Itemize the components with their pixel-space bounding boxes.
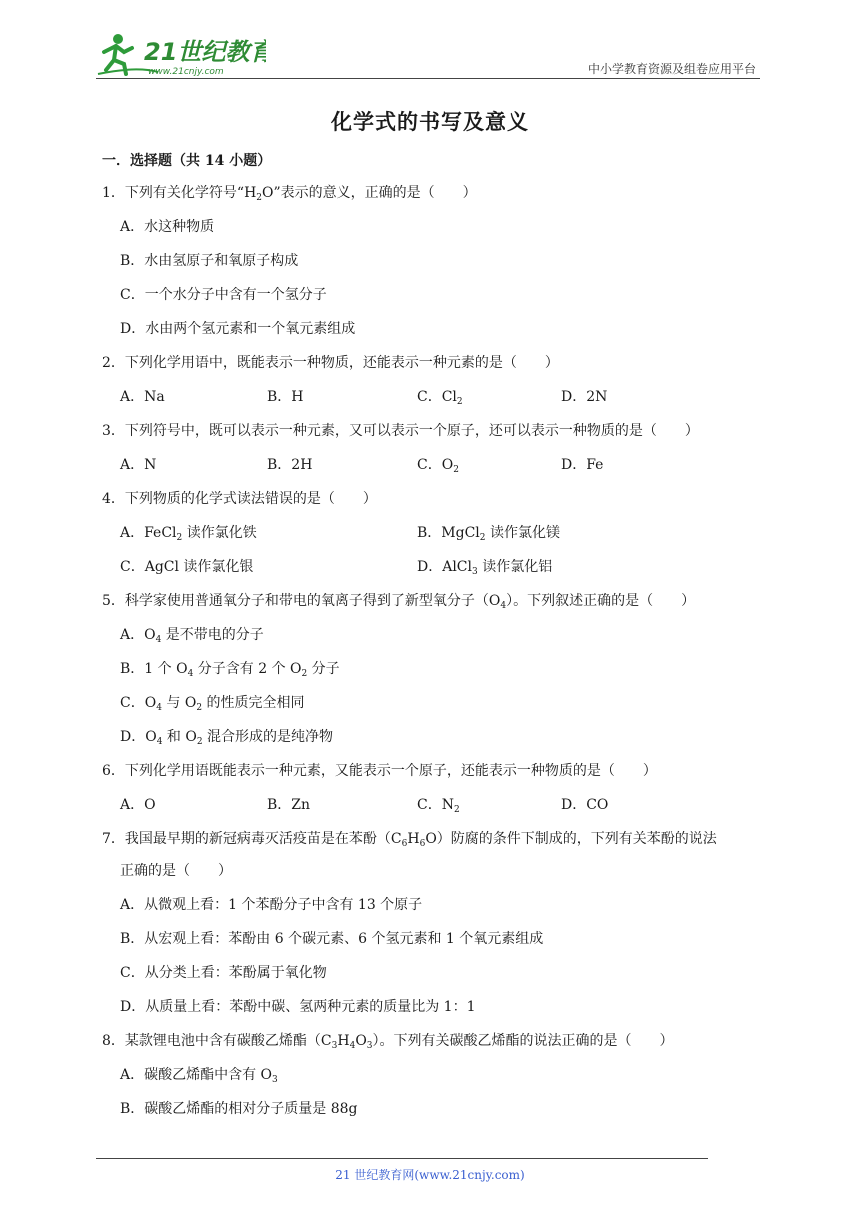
q4-option-b: B．MgCl$_2$ 读作氯化镁 [417, 525, 560, 543]
q7-option-b: B．从宏观上看：苯酚由 6 个碳元素、6 个氢元素和 1 个氧元素组成 [120, 931, 544, 947]
question-7-stem-continued: 正确的是（ ） [120, 863, 232, 879]
q4-option-c: C．AgCl 读作氯化银 [120, 559, 254, 575]
q2-option-a: A．Na [120, 389, 165, 405]
question-6-stem: 6．下列化学用语既能表示一种元素，又能表示一个原子，还能表示一种物质的是（ ） [102, 763, 657, 779]
q7-option-a: A．从微观上看：1 个苯酚分子中含有 13 个原子 [120, 897, 423, 913]
q6-option-d: D．CO [561, 797, 609, 813]
q4-option-a: A．FeCl$_2$ 读作氯化铁 [120, 525, 257, 543]
q8-option-a: A．碳酸乙烯酯中含有 $O_3$ [120, 1067, 278, 1085]
q2-option-d: D．2N [561, 389, 608, 405]
header-slogan: 中小学教育资源及组卷应用平台 [587, 62, 756, 76]
footer-divider [96, 1158, 708, 1159]
q1-option-c: C．一个水分子中含有一个氢分子 [120, 287, 327, 303]
logo-url: www.21cnjy.com [148, 67, 224, 77]
q7-option-c: C．从分类上看：苯酚属于氧化物 [120, 965, 327, 981]
q1-option-d: D．水由两个氢元素和一个氧元素组成 [120, 321, 356, 337]
q2-option-b: B．H [267, 389, 304, 405]
q4-option-d: D．AlCl$_3$ 读作氯化铝 [417, 559, 553, 577]
q2-option-c: C．$Cl_2$ [417, 389, 463, 407]
site-logo [96, 30, 266, 78]
question-2-stem: 2．下列化学用语中，既能表示一种物质，还能表示一种元素的是（ ） [102, 355, 559, 371]
header-divider [96, 78, 760, 79]
question-8-stem: 8．某款锂电池中含有碳酸乙烯酯$(C_3H_4O_3)$。下列有关碳酸乙烯酯的说法正确的是（ ） [102, 1033, 674, 1051]
q6-option-b: B．Zn [267, 797, 311, 813]
logo-text: 21世纪教育 [144, 38, 266, 66]
q5-option-d: D．$O_4$ 和 $O_2$ 混合形成的是纯净物 [120, 729, 334, 747]
question-5-stem: 5．科学家使用普通氧分子和带电的氧离子得到了新型氧分子$(O_4)$。下列叙述正确的是（ ） [102, 593, 696, 611]
q3-option-c: C．$O_2$ [417, 457, 459, 475]
q8-option-b: B．碳酸乙烯酯的相对分子质量是 88g [120, 1101, 358, 1117]
q1-option-a: A．水这种物质 [120, 219, 215, 235]
section-heading: 一．选择题（共 14 小题） [102, 153, 272, 169]
question-4-stem: 4．下列物质的化学式读法错误的是（ ） [102, 491, 377, 507]
question-1-stem: 1．下列有关化学符号“$H_2O$”表示的意义，正确的是（ ） [102, 185, 477, 203]
q5-option-b: B．1 个 $O_4$ 分子含有 2 个 $O_2$ 分子 [120, 661, 340, 679]
question-3-stem: 3．下列符号中，既可以表示一种元素，又可以表示一个原子，还可以表示一种物质的是（ ） [102, 423, 699, 439]
footer-link[interactable]: 21 世纪教育网(www.21cnjy.com) [335, 1168, 525, 1182]
q6-option-c: C．$N_2$ [417, 797, 460, 815]
page-title: 化学式的书写及意义 [331, 109, 529, 134]
page-header [96, 30, 760, 80]
q5-option-a: A．$O_4$ 是不带电的分子 [120, 627, 264, 645]
q7-option-d: D．从质量上看：苯酚中碳、氢两种元素的质量比为 1：1 [120, 999, 476, 1015]
q3-option-d: D．Fe [561, 457, 604, 473]
q3-option-a: A．N [120, 457, 157, 473]
runner-logo-icon [96, 30, 266, 78]
q3-option-b: B．2H [267, 457, 313, 473]
q1-option-b: B．水由氢原子和氧原子构成 [120, 253, 299, 269]
q5-option-c: C．$O_4$ 与 $O_2$ 的性质完全相同 [120, 695, 305, 713]
question-7-stem: 7．我国最早期的新冠病毒灭活疫苗是在苯酚$(C_6H_6O)$防腐的条件下制成的，下列有关苯酚的说法 [102, 831, 717, 849]
q6-option-a: A．O [120, 797, 156, 813]
